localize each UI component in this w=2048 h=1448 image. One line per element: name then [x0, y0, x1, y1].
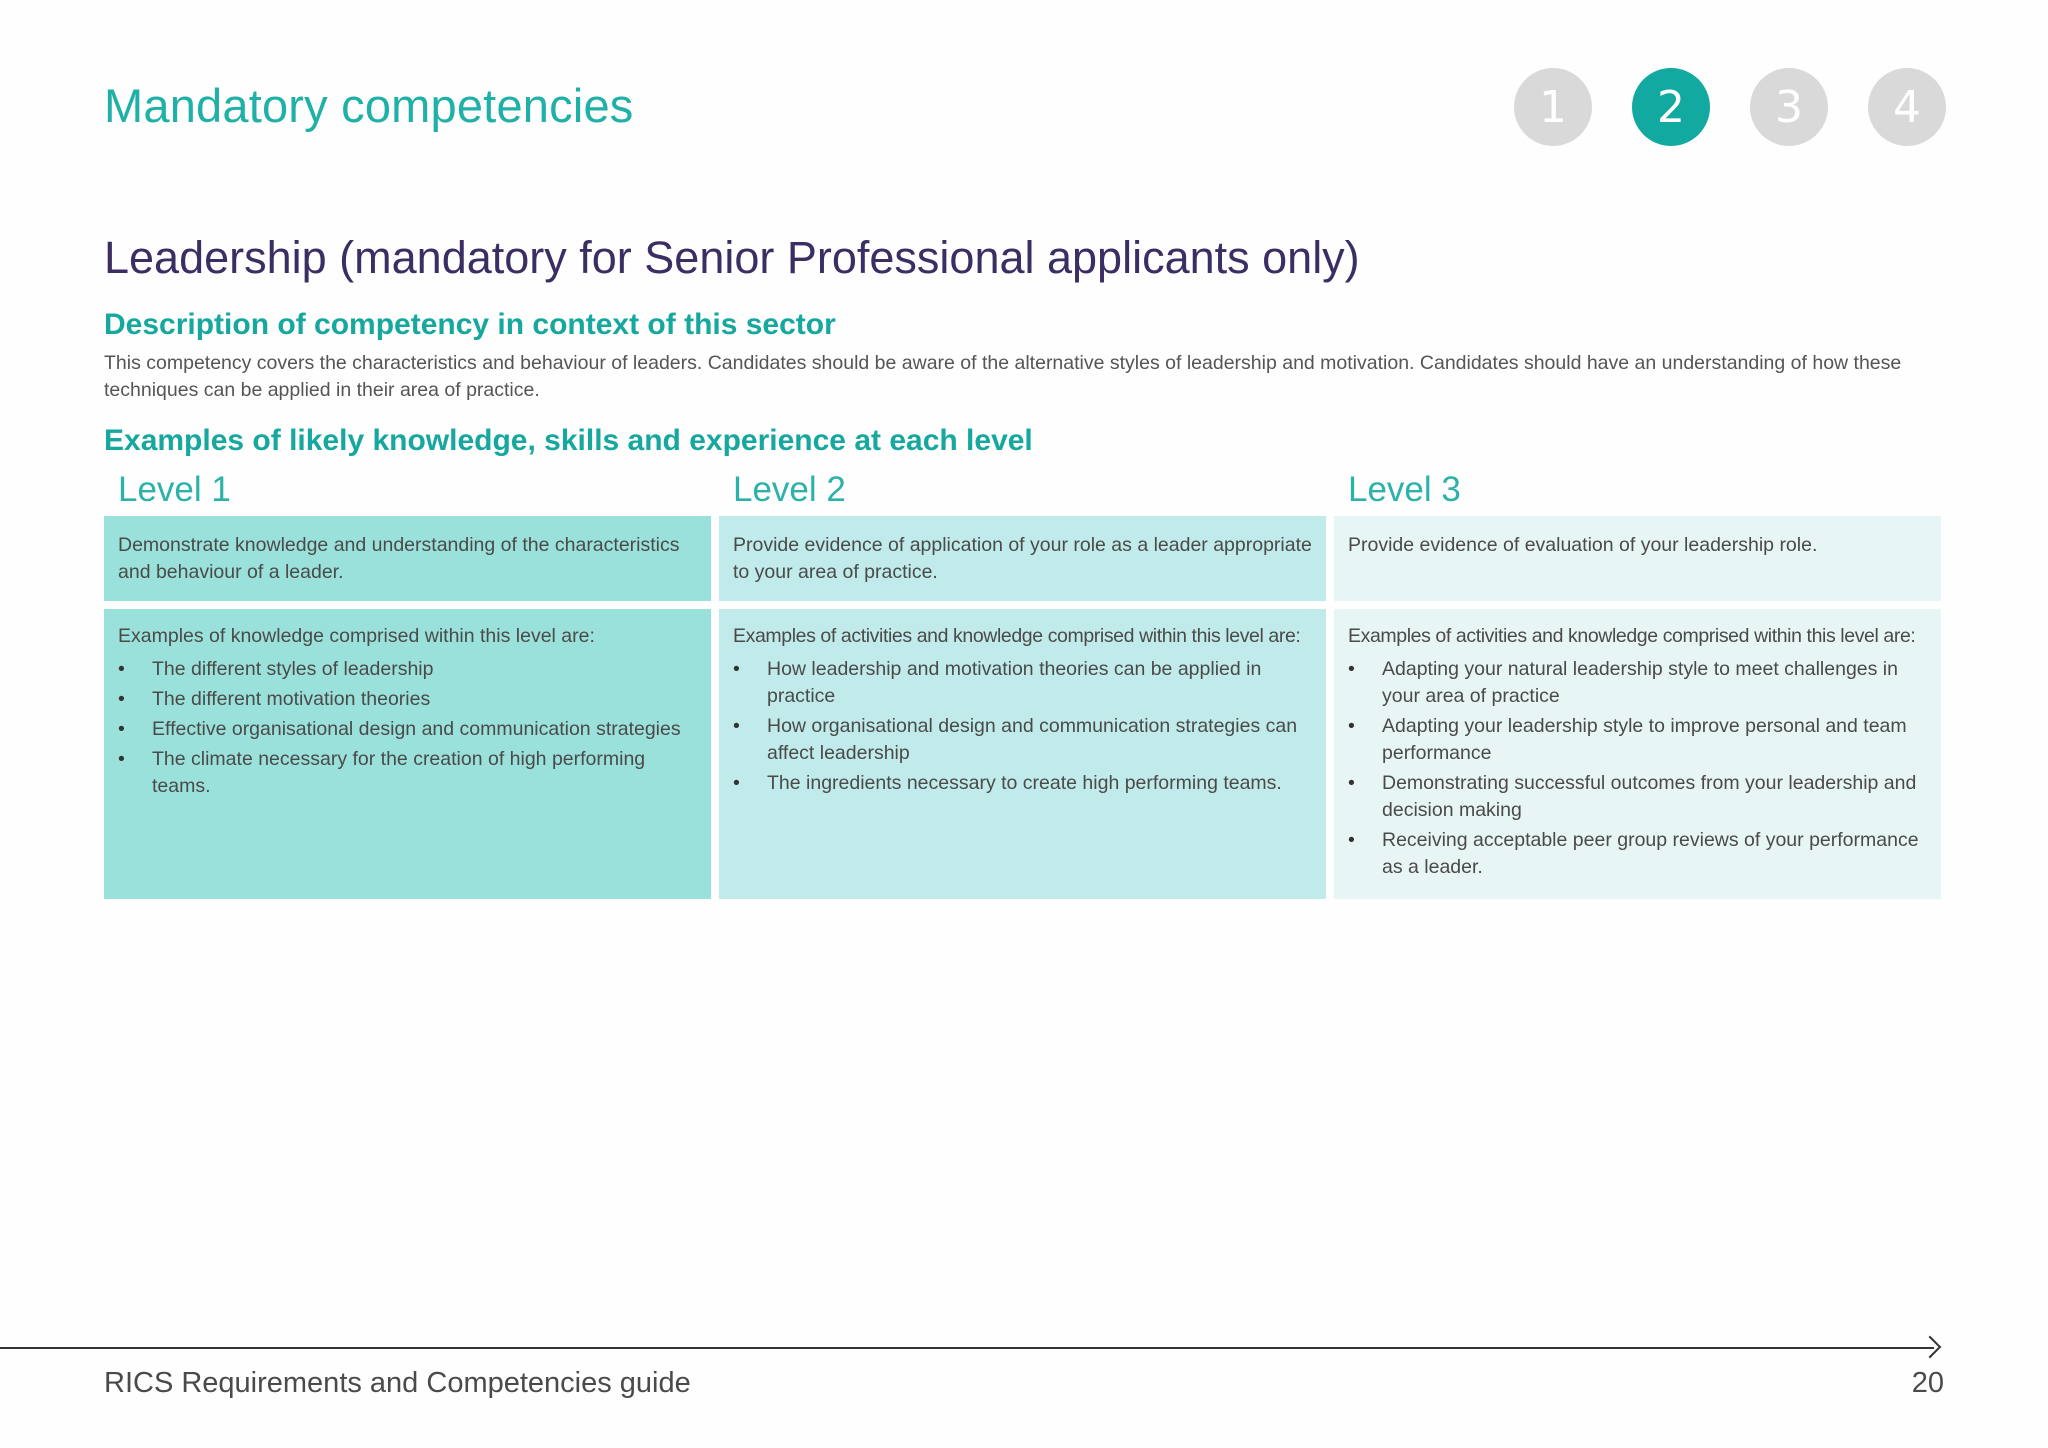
- list-item: • The ingredients necessary to create high performing teams.: [733, 770, 1312, 797]
- level-2-list: [733, 656, 1312, 797]
- section-title: Leadership (mandatory for Senior Professional applicants only): [104, 232, 1360, 283]
- list-item: • Receiving acceptable peer group reviews of your performance as a leader.: [1348, 827, 1927, 881]
- arrow-right-icon: [1919, 1336, 1942, 1359]
- list-item: • Adapting your natural leadership style to meet challenges in your area of practice: [1348, 656, 1927, 710]
- level-3-examples-intro: Examples of activities and knowledge comprised within this level are:: [1348, 625, 1916, 647]
- list-item: • The climate necessary for the creation of high performing teams.: [118, 746, 697, 800]
- list-item: • Demonstrating successful outcomes from your leadership and decision making: [1348, 770, 1927, 824]
- page-number: 20: [1911, 1367, 1944, 1399]
- level-3-title: Level 3: [1348, 470, 1461, 509]
- step-3[interactable]: 3: [1750, 68, 1828, 146]
- footer-guide-title: RICS Requirements and Competencies guide: [104, 1367, 691, 1399]
- step-1[interactable]: 1: [1514, 68, 1592, 146]
- level-2-title: Level 2: [733, 470, 846, 509]
- level-2-summary: Provide evidence of application of your role as a leader appropriate to your area of practice.: [719, 516, 1326, 601]
- level-1-examples-intro: Examples of knowledge comprised within this level are:: [118, 625, 595, 647]
- list-item: • How organisational design and communication strategies can affect leadership: [733, 713, 1312, 767]
- step-4[interactable]: 4: [1868, 68, 1946, 146]
- level-1-list: [118, 656, 697, 800]
- levels-table: [104, 468, 1944, 899]
- level-3-examples: [1334, 609, 1941, 899]
- examples-heading: Examples of likely knowledge, skills and experience at each level: [104, 424, 1033, 457]
- page-header-title: Mandatory competencies: [104, 79, 634, 132]
- step-2-active[interactable]: 2: [1632, 68, 1710, 146]
- level-1-examples: [104, 609, 711, 899]
- level-3-list: [1348, 656, 1927, 881]
- level-2-examples: [719, 609, 1326, 899]
- list-item: • How leadership and motivation theories can be applied in practice: [733, 656, 1312, 710]
- level-1-title: Level 1: [118, 470, 231, 509]
- footer-divider: [0, 1347, 1934, 1349]
- description-text: This competency covers the characteristics and behaviour of leaders. Candidates should be aware of the alternative styles of leadership and motivation. Candidates should have an understanding of how these techniques can be applied in their area of practice.: [104, 352, 1902, 401]
- level-3-summary: Provide evidence of evaluation of your leadership role.: [1334, 516, 1941, 601]
- list-item: • Effective organisational design and communication strategies: [118, 716, 697, 743]
- list-item: • The different motivation theories: [118, 686, 697, 713]
- list-item: • Adapting your leadership style to improve personal and team performance: [1348, 713, 1927, 767]
- description-heading: Description of competency in context of this sector: [104, 308, 836, 341]
- step-indicator: [1514, 68, 1946, 146]
- level-1-summary: Demonstrate knowledge and understanding of the characteristics and behaviour of a leader.: [104, 516, 711, 601]
- list-item: • The different styles of leadership: [118, 656, 697, 683]
- level-2-examples-intro: Examples of activities and knowledge comprised within this level are:: [733, 625, 1301, 647]
